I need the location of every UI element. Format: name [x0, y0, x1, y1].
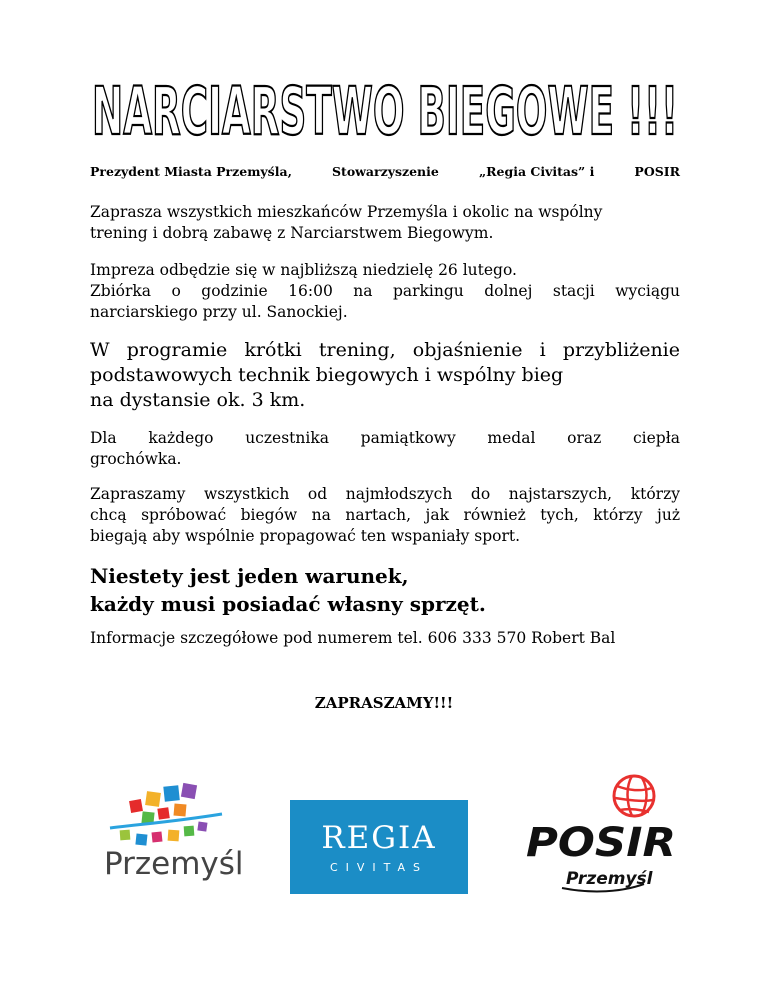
- regia-logo-text: REGIA: [321, 820, 437, 856]
- text-line: podstawowych technik biegowych i wspólny bieg: [90, 364, 564, 386]
- organizer-president: Prezydent Miasta Przemyśla,: [90, 164, 292, 179]
- word: ciepła: [632, 429, 680, 447]
- poster-title: [90, 78, 680, 142]
- text-line: Niestety jest jeden warunek,: [90, 564, 409, 588]
- text-line: Zapraszamy wszystkich od najmłodszych do najstarszych, którzy: [90, 485, 680, 503]
- condition-paragraph: [90, 562, 680, 618]
- przemysl-city-logo: [92, 778, 242, 888]
- organizer-regia: „Regia Civitas” i: [478, 164, 595, 179]
- text-line: W programie krótki trening, objaśnienie i przybliżenie: [90, 339, 680, 361]
- text-line: grochówka.: [90, 450, 182, 468]
- text-line: trening i dobrą zabawę z Narciarstwem Biegowym.: [90, 224, 494, 242]
- word: uczestnika: [245, 429, 329, 447]
- posir-przemysl-text: Przemyśl: [566, 869, 653, 889]
- text-line: każdy musi posiadać własny sprzęt.: [90, 592, 486, 616]
- word: Dla: [90, 429, 117, 447]
- text-line: Zaprasza wszystkich mieszkańców Przemyśla i okolic na wspólny: [90, 203, 603, 221]
- text-line: na dystansie ok. 3 km.: [90, 389, 306, 411]
- prizes-paragraph: [90, 428, 680, 470]
- regia-civitas-logo: [290, 800, 468, 894]
- text-line: [90, 428, 680, 449]
- contact-info: Informacje szczegółowe pod numerem tel. 606 333 570 Robert Bal: [90, 629, 616, 647]
- volleyball-icon: [614, 776, 654, 816]
- civitas-logo-text: CIVITAS: [329, 861, 429, 874]
- invitation-paragraph: [90, 202, 680, 244]
- program-paragraph: [90, 338, 680, 413]
- word: każdego: [148, 429, 214, 447]
- invite-heading: ZAPRASZAMY!!!: [314, 694, 454, 712]
- word: pamiątkowy: [360, 429, 456, 447]
- word: medal: [487, 429, 536, 447]
- text-line: narciarskiego przy ul. Sanockiej.: [90, 303, 348, 321]
- organizers-line: [90, 164, 680, 179]
- organizer-posir: POSIR: [634, 164, 680, 179]
- text-line: chcą spróbować biegów na nartach, jak również tych, którzy już: [90, 506, 680, 524]
- title-text: NARCIARSTWO BIEGOWE !!!: [92, 78, 678, 142]
- text-line: biegają aby wspólnie propagować ten wspaniały sport.: [90, 527, 521, 545]
- text-line: Impreza odbędzie się w najbliższą niedzielę 26 lutego.: [90, 261, 517, 279]
- audience-paragraph: [90, 484, 680, 547]
- posir-logo-text: POSIR: [526, 820, 676, 866]
- colored-squares-icon: [120, 783, 208, 846]
- przemysl-logo-text: Przemyśl: [104, 846, 242, 882]
- posir-logo: [522, 770, 682, 896]
- organizer-association: Stowarzyszenie: [332, 164, 439, 179]
- event-details-paragraph: [90, 260, 680, 323]
- word: oraz: [567, 429, 602, 447]
- text-line: Zbiórka o godzinie 16:00 na parkingu dolnej stacji wyciągu: [90, 282, 680, 300]
